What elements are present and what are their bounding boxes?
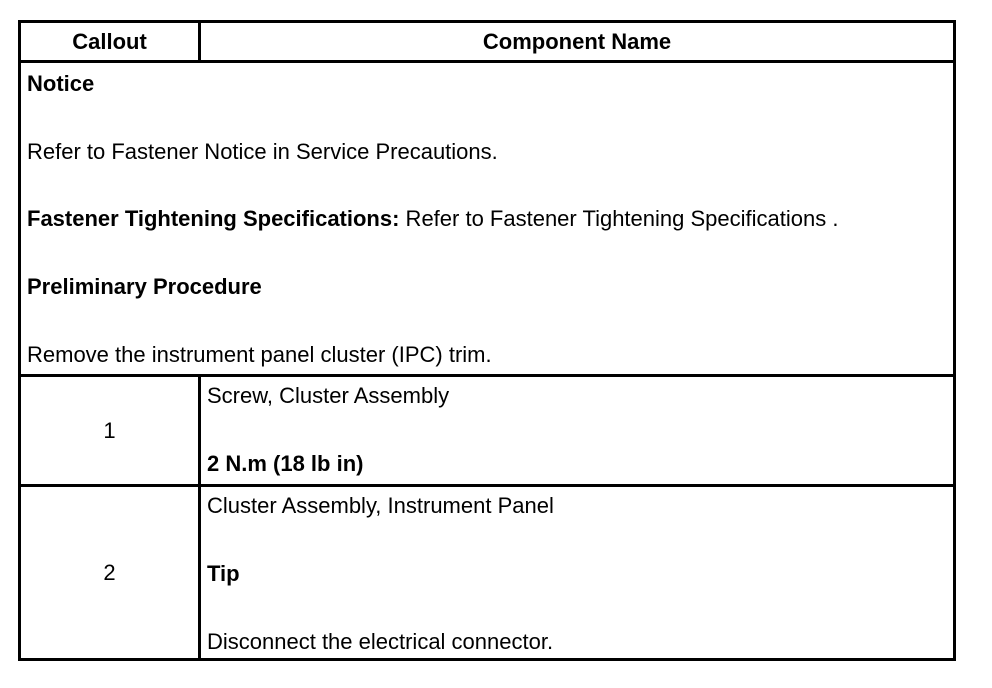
preliminary-text: Remove the instrument panel cluster (IPC) trim. bbox=[27, 342, 492, 367]
row-component bbox=[201, 487, 953, 658]
notice-text: Refer to Fastener Notice in Service Precautions. bbox=[27, 139, 498, 164]
table-row bbox=[21, 377, 953, 487]
table-header-row bbox=[21, 23, 953, 63]
torque-spec: 2 N.m (18 lb in) bbox=[207, 451, 364, 476]
component-table bbox=[18, 20, 956, 661]
fastener-spec-text: Refer to Fastener Tightening Specifications . bbox=[399, 206, 839, 231]
tip-text: Disconnect the electrical connector. bbox=[207, 629, 554, 654]
fastener-spec-line bbox=[27, 206, 838, 232]
tip-label: Tip bbox=[207, 561, 240, 586]
header-callout: Callout bbox=[21, 23, 201, 60]
row-callout: 1 bbox=[21, 377, 201, 484]
notice-section bbox=[21, 63, 953, 377]
notice-title: Notice bbox=[27, 71, 95, 96]
row-component bbox=[201, 377, 953, 484]
component-name: Cluster Assembly, Instrument Panel bbox=[207, 493, 554, 518]
table-row bbox=[21, 487, 953, 658]
component-name: Screw, Cluster Assembly bbox=[207, 383, 450, 408]
fastener-spec-label: Fastener Tightening Specifications: bbox=[27, 206, 400, 231]
preliminary-title: Preliminary Procedure bbox=[27, 274, 262, 299]
row-callout: 2 bbox=[21, 487, 201, 658]
header-component-name: Component Name bbox=[482, 28, 672, 54]
